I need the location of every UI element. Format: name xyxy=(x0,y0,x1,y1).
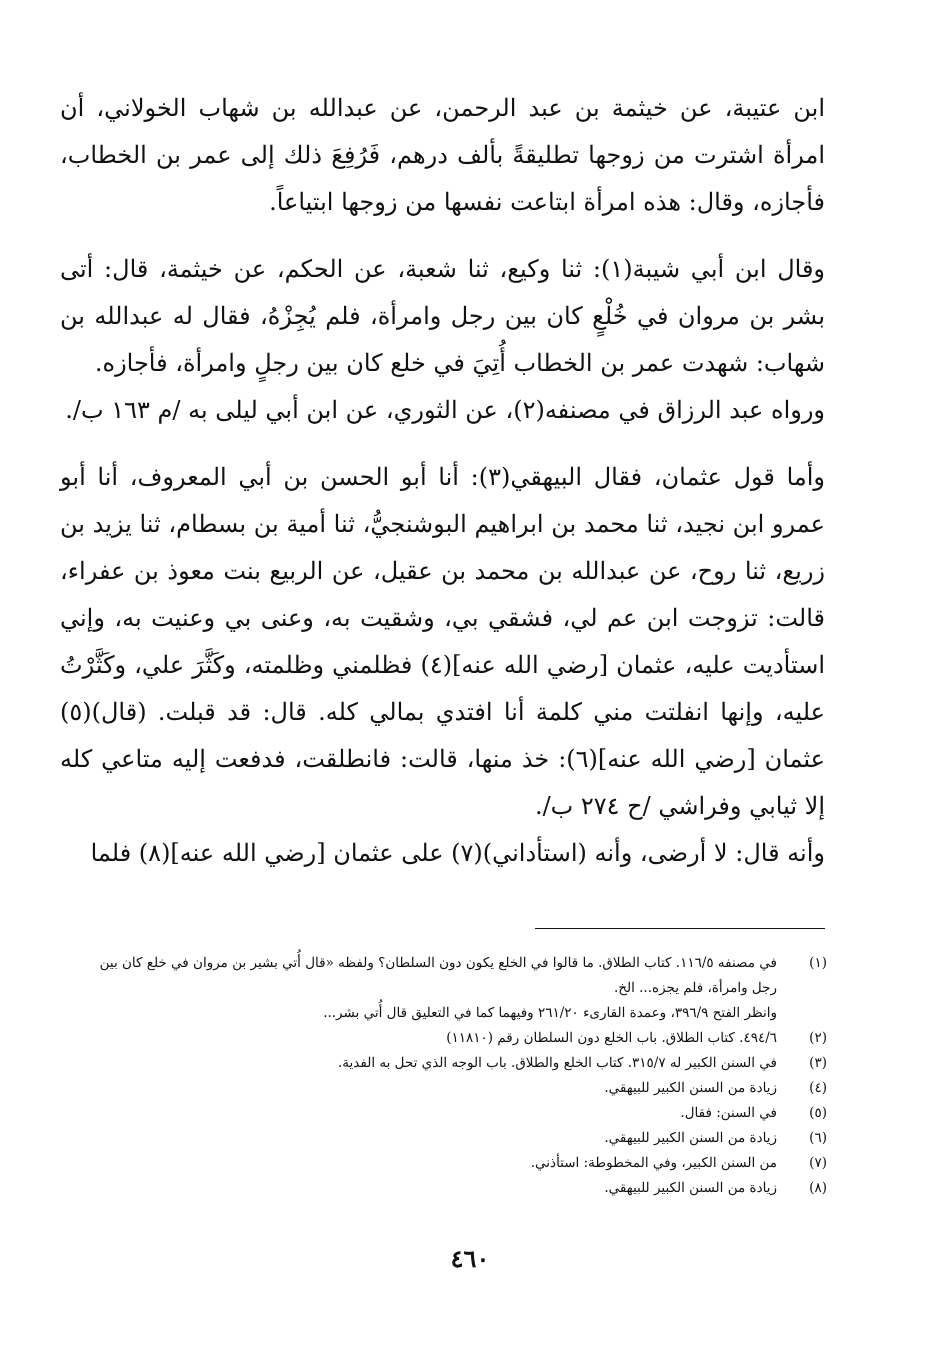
footnote-6 xyxy=(75,1126,827,1151)
footnote-number xyxy=(777,1001,827,1026)
footnote-text: في مصنفه ١١٦/٥. كتاب الطلاق. ما قالوا في الخلع يكون دون السلطان؟ ولفظه «قال أُتي بشير بن مروان في خلع كان بين رجل وامرأة، فلم يجزه... الخ. xyxy=(99,955,777,996)
footnote-1-continued xyxy=(75,1001,827,1026)
footnote-number: (٣) xyxy=(809,1055,827,1071)
footnote-text: في السنن: فقال. xyxy=(680,1105,777,1121)
main-text xyxy=(60,85,825,877)
footnote-1 xyxy=(75,951,827,1001)
footnote-text: زيادة من السنن الكبير للبيهقي. xyxy=(604,1130,777,1146)
footnote-8 xyxy=(75,1176,827,1201)
footnote-7 xyxy=(75,1151,827,1176)
footnote-number: (١) xyxy=(809,955,827,971)
footnote-number: (٤) xyxy=(809,1080,827,1096)
footnotes xyxy=(75,951,827,1201)
footnote-number: (٥) xyxy=(809,1105,827,1121)
footnote-number: (٦) xyxy=(809,1130,827,1146)
footnote-text: زيادة من السنن الكبير للبيهقي. xyxy=(604,1180,777,1196)
footnote-divider xyxy=(535,928,825,929)
footnote-text: من السنن الكبير، وفي المخطوطة: استأذني. xyxy=(530,1155,777,1171)
paragraph-4: وأما قول عثمان، فقال البيهقي(٣): أنا أبو الحسن بن أبي المعروف، أنا أبو عمرو ابن نجيد، ثنا محمد بن ابراهيم البوشنجيُّ، ثنا أمية بن بسطام، ثنا يزيد بن زريع، ثنا روح، عن عبدالله بن محمد بن عقيل، عن الربيع بنت معوذ بن عفراء، قالت: تزوجت ابن عم لي، فشقي بي، وشقيت به، وعنى بي وعنيت به، وإني استأديت عليه، عثمان [رضي الله عنه](٤) فظلمني وظلمته، وكَثَّرَ علي، وكَثَّرْتُ عليه، وإنها انفلتت مني كلمة أنا افتدي بمالي كله. قال: قد قبلت. (قال)(٥) عثمان [رضي الله عنه](٦): خذ منها، قالت: فانطلقت، فدفعت إليه متاعي كله إلا ثيابي وفراشي /ح ٢٧٤ ب/. xyxy=(60,463,825,820)
paragraph-3: ورواه عبد الرزاق في مصنفه(٢)، عن الثوري، عن ابن أبي ليلى به /م ١٦٣ ب/. xyxy=(65,396,825,424)
footnote-text: وانظر الفتح ٣٩٦/٩، وعمدة القارىء ٢٦١/٢٠ وفيهما كما في التعليق قال أُتي بشر... xyxy=(323,1005,777,1021)
footnote-2 xyxy=(75,1026,827,1051)
footnote-number: (٨) xyxy=(809,1180,827,1196)
footnote-3 xyxy=(75,1051,827,1076)
page-number: ٤٦٠ xyxy=(450,1244,490,1273)
footnote-number: (٢) xyxy=(809,1030,827,1046)
paragraph-gap xyxy=(60,434,825,454)
paragraph-gap xyxy=(60,226,825,246)
footnote-4 xyxy=(75,1076,827,1101)
footnote-text: زيادة من السنن الكبير للبيهقي. xyxy=(604,1080,777,1096)
footnote-number: (٧) xyxy=(809,1155,827,1171)
paragraph-5: وأنه قال: لا أرضى، وأنه (استأداني)(٧) على عثمان [رضي الله عنه](٨) فلما xyxy=(90,839,825,867)
footnote-text: في السنن الكبير له ٣١٥/٧. كتاب الخلع والطلاق. باب الوجه الذي تحل به الفدية. xyxy=(338,1055,777,1071)
footnote-text: ٤٩٤/٦. كتاب الطلاق. باب الخلع دون السلطان رقم (١١٨١٠) xyxy=(446,1030,777,1046)
paragraph-1: ابن عتيبة، عن خيثمة بن عبد الرحمن، عن عبدالله بن شهاب الخولاني، أن امرأة اشترت من زوجها تطليقةً بألف درهم، فَرُفِعَ ذلك إلى عمر بن الخطاب، فأجازه، وقال: هذه امرأة ابتاعت نفسها من زوجها ابتياعاً. xyxy=(60,94,825,216)
paragraph-2: وقال ابن أبي شيبة(١): ثنا وكيع، ثنا شعبة، عن الحكم، عن خيثمة، قال: أتى بشر بن مروان في خُلْعٍ كان بين رجل وامرأة، فلم يُجِزْهُ، فقال له عبدالله بن شهاب: شهدت عمر بن الخطاب أُتِيَ في خلع كان بين رجلٍ وامرأة، فأجازه. xyxy=(60,255,826,377)
footnote-5 xyxy=(75,1101,827,1126)
